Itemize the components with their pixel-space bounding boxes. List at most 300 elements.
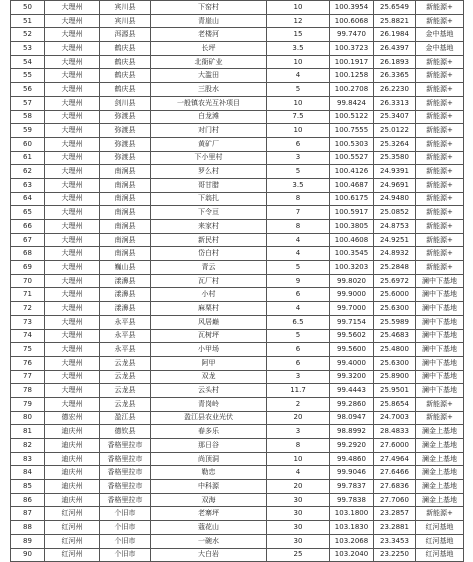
remark-cell: 新能源+ xyxy=(416,206,464,220)
county-cell: 弥渡县 xyxy=(100,151,151,165)
capacity-cell: 5 xyxy=(267,329,330,343)
table-row xyxy=(11,124,464,138)
latitude-cell: 25.6972 xyxy=(374,274,416,288)
latitude-cell: 26.3313 xyxy=(374,96,416,110)
capacity-cell: 3 xyxy=(267,151,330,165)
remark-cell: 澜金上基地 xyxy=(416,493,464,507)
capacity-cell: 6 xyxy=(267,343,330,357)
longitude-cell: 99.4000 xyxy=(330,356,374,370)
project-name-cell: 罗么村 xyxy=(151,165,267,179)
city-cell: 大理州 xyxy=(45,110,100,124)
longitude-cell: 103.2068 xyxy=(330,534,374,548)
capacity-cell: 6 xyxy=(267,288,330,302)
table-row xyxy=(11,315,464,329)
longitude-cell: 99.7837 xyxy=(330,480,374,494)
row-number-cell: 86 xyxy=(11,493,45,507)
capacity-cell: 3.5 xyxy=(267,42,330,56)
longitude-cell: 99.4860 xyxy=(330,452,374,466)
row-number-cell: 85 xyxy=(11,480,45,494)
table-row xyxy=(11,493,464,507)
latitude-cell: 25.6000 xyxy=(374,288,416,302)
county-cell: 漾濞县 xyxy=(100,302,151,316)
row-number-cell: 51 xyxy=(11,14,45,28)
remark-cell: 澜中下基地 xyxy=(416,302,464,316)
city-cell: 迪庆州 xyxy=(45,425,100,439)
remark-cell: 澜中下基地 xyxy=(416,274,464,288)
table-row xyxy=(11,480,464,494)
remark-cell: 金中基地 xyxy=(416,42,464,56)
latitude-cell: 25.0122 xyxy=(374,124,416,138)
table-row xyxy=(11,343,464,357)
longitude-cell: 99.9000 xyxy=(330,288,374,302)
city-cell: 大理州 xyxy=(45,178,100,192)
latitude-cell: 24.9480 xyxy=(374,192,416,206)
longitude-cell: 100.1917 xyxy=(330,55,374,69)
project-name-cell: 对门村 xyxy=(151,124,267,138)
project-name-cell: 岱白村 xyxy=(151,247,267,261)
capacity-cell: 10 xyxy=(267,55,330,69)
remark-cell: 澜中下基地 xyxy=(416,356,464,370)
remark-cell: 新能源+ xyxy=(416,110,464,124)
remark-cell: 澜中下基地 xyxy=(416,288,464,302)
project-name-cell: 老楼河 xyxy=(151,28,267,42)
row-number-cell: 83 xyxy=(11,452,45,466)
city-cell: 大理州 xyxy=(45,151,100,165)
project-name-cell: 老寨坪 xyxy=(151,507,267,521)
latitude-cell: 25.6300 xyxy=(374,302,416,316)
latitude-cell: 23.3453 xyxy=(374,534,416,548)
city-cell: 红河州 xyxy=(45,534,100,548)
latitude-cell: 25.3580 xyxy=(374,151,416,165)
table-row xyxy=(11,206,464,220)
county-cell: 漾濞县 xyxy=(100,274,151,288)
project-name-cell: 来家村 xyxy=(151,220,267,234)
county-cell: 弥渡县 xyxy=(100,124,151,138)
city-cell: 大理州 xyxy=(45,247,100,261)
project-name-cell: 下小里村 xyxy=(151,151,267,165)
table-row xyxy=(11,178,464,192)
county-cell: 永平县 xyxy=(100,343,151,357)
county-cell: 鹤庆县 xyxy=(100,83,151,97)
row-number-cell: 89 xyxy=(11,534,45,548)
county-cell: 云龙县 xyxy=(100,370,151,384)
capacity-cell: 2 xyxy=(267,397,330,411)
remark-cell: 新能源+ xyxy=(416,397,464,411)
remark-cell: 新能源+ xyxy=(416,96,464,110)
latitude-cell: 23.2250 xyxy=(374,548,416,562)
capacity-cell: 20 xyxy=(267,480,330,494)
row-number-cell: 66 xyxy=(11,220,45,234)
row-number-cell: 57 xyxy=(11,96,45,110)
capacity-cell: 15 xyxy=(267,28,330,42)
project-name-cell: 白龙滩 xyxy=(151,110,267,124)
city-cell: 大理州 xyxy=(45,28,100,42)
latitude-cell: 25.4683 xyxy=(374,329,416,343)
county-cell: 香格里拉市 xyxy=(100,452,151,466)
city-cell: 迪庆州 xyxy=(45,439,100,453)
city-cell: 大理州 xyxy=(45,14,100,28)
solar-project-table xyxy=(10,0,464,562)
city-cell: 大理州 xyxy=(45,274,100,288)
latitude-cell: 26.4397 xyxy=(374,42,416,56)
remark-cell: 澜中下基地 xyxy=(416,315,464,329)
capacity-cell: 25 xyxy=(267,548,330,562)
county-cell: 鹤庆县 xyxy=(100,42,151,56)
row-number-cell: 72 xyxy=(11,302,45,316)
table-row xyxy=(11,466,464,480)
remark-cell: 新能源+ xyxy=(416,247,464,261)
capacity-cell: 10 xyxy=(267,1,330,15)
latitude-cell: 24.8753 xyxy=(374,220,416,234)
capacity-cell: 30 xyxy=(267,534,330,548)
county-cell: 德钦县 xyxy=(100,425,151,439)
county-cell: 盈江县 xyxy=(100,411,151,425)
city-cell: 大理州 xyxy=(45,55,100,69)
capacity-cell: 3 xyxy=(267,425,330,439)
remark-cell: 新能源+ xyxy=(416,507,464,521)
remark-cell: 新能源+ xyxy=(416,192,464,206)
city-cell: 大理州 xyxy=(45,315,100,329)
county-cell: 巍山县 xyxy=(100,261,151,275)
city-cell: 大理州 xyxy=(45,206,100,220)
remark-cell: 澜金上基地 xyxy=(416,480,464,494)
project-name-cell: 下窑村 xyxy=(151,1,267,15)
longitude-cell: 100.2708 xyxy=(330,83,374,97)
city-cell: 大理州 xyxy=(45,165,100,179)
longitude-cell: 99.4443 xyxy=(330,384,374,398)
county-cell: 香格里拉市 xyxy=(100,439,151,453)
project-name-cell: 勒忠 xyxy=(151,466,267,480)
table-row xyxy=(11,261,464,275)
table-row xyxy=(11,14,464,28)
table-row xyxy=(11,42,464,56)
latitude-cell: 27.6836 xyxy=(374,480,416,494)
county-cell: 个旧市 xyxy=(100,507,151,521)
city-cell: 大理州 xyxy=(45,124,100,138)
project-name-cell: 青崖山 xyxy=(151,14,267,28)
longitude-cell: 100.3954 xyxy=(330,1,374,15)
city-cell: 大理州 xyxy=(45,192,100,206)
remark-cell: 红河基地 xyxy=(416,534,464,548)
longitude-cell: 100.4687 xyxy=(330,178,374,192)
row-number-cell: 68 xyxy=(11,247,45,261)
table-row xyxy=(11,28,464,42)
city-cell: 大理州 xyxy=(45,356,100,370)
latitude-cell: 25.5989 xyxy=(374,315,416,329)
project-name-cell: 小村 xyxy=(151,288,267,302)
capacity-cell: 8 xyxy=(267,439,330,453)
latitude-cell: 25.9501 xyxy=(374,384,416,398)
capacity-cell: 30 xyxy=(267,521,330,535)
capacity-cell: 7 xyxy=(267,206,330,220)
county-cell: 鹤庆县 xyxy=(100,69,151,83)
remark-cell: 澜金上基地 xyxy=(416,425,464,439)
row-number-cell: 73 xyxy=(11,315,45,329)
project-name-cell: 麻栗村 xyxy=(151,302,267,316)
remark-cell: 金中基地 xyxy=(416,28,464,42)
capacity-cell: 5 xyxy=(267,83,330,97)
capacity-cell: 6.5 xyxy=(267,315,330,329)
city-cell: 大理州 xyxy=(45,261,100,275)
longitude-cell: 99.7000 xyxy=(330,302,374,316)
county-cell: 云龙县 xyxy=(100,356,151,370)
row-number-cell: 79 xyxy=(11,397,45,411)
row-number-cell: 74 xyxy=(11,329,45,343)
remark-cell: 新能源+ xyxy=(416,261,464,275)
row-number-cell: 55 xyxy=(11,69,45,83)
table-row xyxy=(11,220,464,234)
project-name-cell: 盈江县农业光伏 xyxy=(151,411,267,425)
row-number-cell: 54 xyxy=(11,55,45,69)
latitude-cell: 24.7003 xyxy=(374,411,416,425)
row-number-cell: 53 xyxy=(11,42,45,56)
remark-cell: 澜金上基地 xyxy=(416,466,464,480)
county-cell: 个旧市 xyxy=(100,548,151,562)
latitude-cell: 26.2230 xyxy=(374,83,416,97)
capacity-cell: 4 xyxy=(267,302,330,316)
longitude-cell: 99.7838 xyxy=(330,493,374,507)
city-cell: 大理州 xyxy=(45,220,100,234)
remark-cell: 新能源+ xyxy=(416,55,464,69)
row-number-cell: 52 xyxy=(11,28,45,42)
table-body xyxy=(11,1,464,562)
row-number-cell: 63 xyxy=(11,178,45,192)
table-row xyxy=(11,151,464,165)
remark-cell: 新能源+ xyxy=(416,124,464,138)
county-cell: 香格里拉市 xyxy=(100,480,151,494)
row-number-cell: 76 xyxy=(11,356,45,370)
project-name-cell: 双龙 xyxy=(151,370,267,384)
latitude-cell: 25.8900 xyxy=(374,370,416,384)
row-number-cell: 70 xyxy=(11,274,45,288)
table-row xyxy=(11,288,464,302)
row-number-cell: 56 xyxy=(11,83,45,97)
table-row xyxy=(11,397,464,411)
county-cell: 南涧县 xyxy=(100,192,151,206)
remark-cell: 新能源+ xyxy=(416,178,464,192)
longitude-cell: 99.5600 xyxy=(330,343,374,357)
city-cell: 大理州 xyxy=(45,83,100,97)
table-row xyxy=(11,192,464,206)
table-row xyxy=(11,274,464,288)
project-name-cell: 瓦厂村 xyxy=(151,274,267,288)
project-name-cell: 三股水 xyxy=(151,83,267,97)
table-row xyxy=(11,233,464,247)
remark-cell: 澜金上基地 xyxy=(416,439,464,453)
longitude-cell: 99.8424 xyxy=(330,96,374,110)
table-row xyxy=(11,329,464,343)
city-cell: 大理州 xyxy=(45,343,100,357)
county-cell: 弥渡县 xyxy=(100,110,151,124)
remark-cell: 红河基地 xyxy=(416,548,464,562)
project-name-cell: 中科源 xyxy=(151,480,267,494)
project-name-cell: 蔻花山 xyxy=(151,521,267,535)
city-cell: 迪庆州 xyxy=(45,466,100,480)
latitude-cell: 23.2857 xyxy=(374,507,416,521)
longitude-cell: 100.3805 xyxy=(330,220,374,234)
city-cell: 大理州 xyxy=(45,69,100,83)
city-cell: 大理州 xyxy=(45,288,100,302)
longitude-cell: 100.5122 xyxy=(330,110,374,124)
row-number-cell: 82 xyxy=(11,439,45,453)
capacity-cell: 8 xyxy=(267,192,330,206)
latitude-cell: 25.3407 xyxy=(374,110,416,124)
table-row xyxy=(11,69,464,83)
longitude-cell: 99.2920 xyxy=(330,439,374,453)
county-cell: 漾濞县 xyxy=(100,288,151,302)
remark-cell: 澜中下基地 xyxy=(416,329,464,343)
latitude-cell: 24.9251 xyxy=(374,233,416,247)
remark-cell: 新能源+ xyxy=(416,14,464,28)
county-cell: 宾川县 xyxy=(100,14,151,28)
city-cell: 迪庆州 xyxy=(45,452,100,466)
capacity-cell: 5 xyxy=(267,165,330,179)
latitude-cell: 27.6000 xyxy=(374,439,416,453)
table-row xyxy=(11,137,464,151)
county-cell: 南涧县 xyxy=(100,233,151,247)
county-cell: 南涧县 xyxy=(100,206,151,220)
capacity-cell: 20 xyxy=(267,411,330,425)
table-row xyxy=(11,548,464,562)
remark-cell: 澜中下基地 xyxy=(416,343,464,357)
longitude-cell: 98.8992 xyxy=(330,425,374,439)
table-row xyxy=(11,370,464,384)
city-cell: 大理州 xyxy=(45,302,100,316)
project-name-cell: 下翁扎 xyxy=(151,192,267,206)
latitude-cell: 25.2848 xyxy=(374,261,416,275)
longitude-cell: 100.3723 xyxy=(330,42,374,56)
project-name-cell: 长坪 xyxy=(151,42,267,56)
county-cell: 剑川县 xyxy=(100,96,151,110)
city-cell: 大理州 xyxy=(45,137,100,151)
row-number-cell: 87 xyxy=(11,507,45,521)
longitude-cell: 103.1830 xyxy=(330,521,374,535)
project-name-cell: 大滥田 xyxy=(151,69,267,83)
county-cell: 香格里拉市 xyxy=(100,493,151,507)
longitude-cell: 99.2860 xyxy=(330,397,374,411)
latitude-cell: 25.0852 xyxy=(374,206,416,220)
latitude-cell: 24.9691 xyxy=(374,178,416,192)
row-number-cell: 81 xyxy=(11,425,45,439)
row-number-cell: 90 xyxy=(11,548,45,562)
longitude-cell: 99.7470 xyxy=(330,28,374,42)
project-name-cell: 尚顶洞 xyxy=(151,452,267,466)
project-name-cell: 春多乐 xyxy=(151,425,267,439)
table-row xyxy=(11,55,464,69)
county-cell: 南涧县 xyxy=(100,165,151,179)
remark-cell: 新能源+ xyxy=(416,233,464,247)
longitude-cell: 100.7555 xyxy=(330,124,374,138)
capacity-cell: 12 xyxy=(267,14,330,28)
capacity-cell: 5 xyxy=(267,261,330,275)
county-cell: 香格里拉市 xyxy=(100,466,151,480)
row-number-cell: 80 xyxy=(11,411,45,425)
longitude-cell: 99.3200 xyxy=(330,370,374,384)
remark-cell: 新能源+ xyxy=(416,1,464,15)
project-name-cell: 一碗水 xyxy=(151,534,267,548)
longitude-cell: 100.6175 xyxy=(330,192,374,206)
row-number-cell: 60 xyxy=(11,137,45,151)
table-row xyxy=(11,83,464,97)
table-row xyxy=(11,165,464,179)
remark-cell: 新能源+ xyxy=(416,165,464,179)
row-number-cell: 77 xyxy=(11,370,45,384)
capacity-cell: 30 xyxy=(267,493,330,507)
remark-cell: 澜金上基地 xyxy=(416,452,464,466)
table-row xyxy=(11,356,464,370)
city-cell: 大理州 xyxy=(45,370,100,384)
longitude-cell: 99.7154 xyxy=(330,315,374,329)
longitude-cell: 99.8020 xyxy=(330,274,374,288)
capacity-cell: 30 xyxy=(267,507,330,521)
latitude-cell: 28.4833 xyxy=(374,425,416,439)
capacity-cell: 9 xyxy=(267,274,330,288)
capacity-cell: 6 xyxy=(267,356,330,370)
longitude-cell: 100.3203 xyxy=(330,261,374,275)
latitude-cell: 25.8821 xyxy=(374,14,416,28)
row-number-cell: 69 xyxy=(11,261,45,275)
longitude-cell: 100.4126 xyxy=(330,165,374,179)
longitude-cell: 100.3545 xyxy=(330,247,374,261)
latitude-cell: 26.1984 xyxy=(374,28,416,42)
city-cell: 迪庆州 xyxy=(45,493,100,507)
capacity-cell: 6 xyxy=(267,137,330,151)
table-row xyxy=(11,439,464,453)
project-name-cell: 北衙矿业 xyxy=(151,55,267,69)
county-cell: 南涧县 xyxy=(100,178,151,192)
table-row xyxy=(11,411,464,425)
longitude-cell: 99.9046 xyxy=(330,466,374,480)
latitude-cell: 24.9391 xyxy=(374,165,416,179)
capacity-cell: 4 xyxy=(267,233,330,247)
row-number-cell: 75 xyxy=(11,343,45,357)
county-cell: 个旧市 xyxy=(100,534,151,548)
county-cell: 弥渡县 xyxy=(100,137,151,151)
capacity-cell: 3.5 xyxy=(267,178,330,192)
project-name-cell: 下令亘 xyxy=(151,206,267,220)
project-list-sheet xyxy=(10,0,463,562)
latitude-cell: 27.6466 xyxy=(374,466,416,480)
table-row xyxy=(11,452,464,466)
row-number-cell: 62 xyxy=(11,165,45,179)
latitude-cell: 25.8654 xyxy=(374,397,416,411)
longitude-cell: 103.1800 xyxy=(330,507,374,521)
capacity-cell: 10 xyxy=(267,124,330,138)
row-number-cell: 78 xyxy=(11,384,45,398)
capacity-cell: 10 xyxy=(267,96,330,110)
project-name-cell: 哥甘腊 xyxy=(151,178,267,192)
latitude-cell: 26.3365 xyxy=(374,69,416,83)
longitude-cell: 98.0947 xyxy=(330,411,374,425)
county-cell: 南涧县 xyxy=(100,247,151,261)
longitude-cell: 103.2040 xyxy=(330,548,374,562)
city-cell: 迪庆州 xyxy=(45,480,100,494)
project-name-cell: 一般镇农光互补项目 xyxy=(151,96,267,110)
city-cell: 大理州 xyxy=(45,329,100,343)
remark-cell: 新能源+ xyxy=(416,137,464,151)
latitude-cell: 24.8932 xyxy=(374,247,416,261)
row-number-cell: 61 xyxy=(11,151,45,165)
project-name-cell: 黄矿厂 xyxy=(151,137,267,151)
city-cell: 大理州 xyxy=(45,384,100,398)
county-cell: 永平县 xyxy=(100,329,151,343)
city-cell: 大理州 xyxy=(45,96,100,110)
capacity-cell: 11.7 xyxy=(267,384,330,398)
remark-cell: 新能源+ xyxy=(416,411,464,425)
capacity-cell: 4 xyxy=(267,466,330,480)
latitude-cell: 25.3264 xyxy=(374,137,416,151)
row-number-cell: 71 xyxy=(11,288,45,302)
